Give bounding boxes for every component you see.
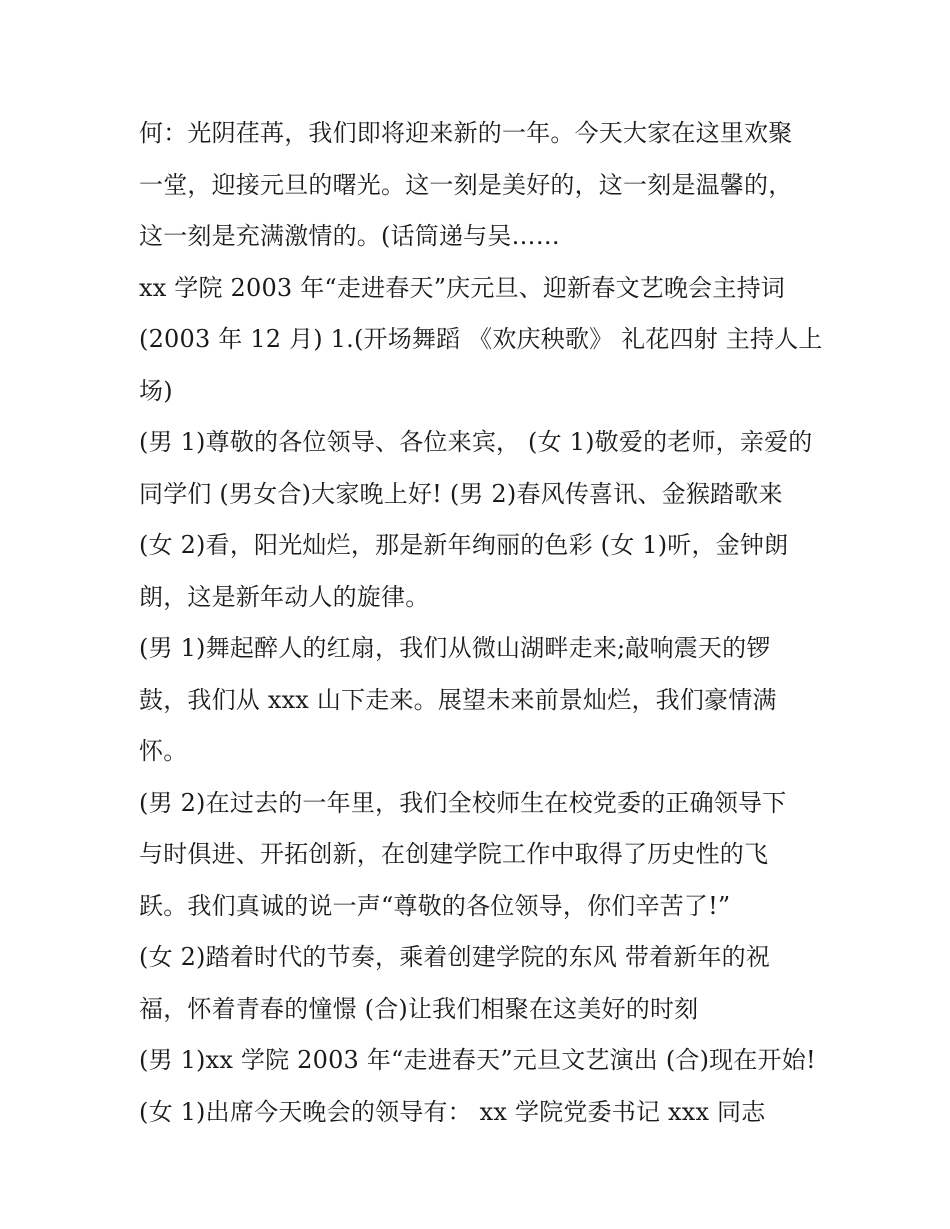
text-line: 跃。我们真诚的说一声“尊敬的各位领导，你们辛苦了!” xyxy=(139,891,731,920)
text-line: 这一刻是充满激情的。(话筒递与吴…… xyxy=(139,222,560,250)
text-line: (女 1)出席今天晚会的领导有： xx 学院党委书记 xxx 同志 xyxy=(139,1097,766,1126)
text-line: (男 1)尊敬的各位领导、各位来宾， (女 1)敬爱的老师，亲爱的 xyxy=(139,428,813,456)
section-title-line: xx 学院 2003 年“走进春天”庆元旦、迎新春文艺晚会主持词 xyxy=(139,273,785,302)
text-line: 场) xyxy=(139,376,173,405)
text-line: 与时俱进、开拓创新，在创建学院工作中取得了历史性的飞 xyxy=(139,840,769,868)
text-line: 福，怀着青春的憧憬 (合)让我们相聚在这美好的时刻 xyxy=(139,994,699,1023)
text-line: 一堂，迎接元旦的曙光。这一刻是美好的，这一刻是温馨的， xyxy=(139,170,793,199)
text-line: 同学们 (男女合)大家晚上好! (男 2)春风传喜讯、金猴踏歌来 xyxy=(139,479,783,508)
text-line: (男 2)在过去的一年里，我们全校师生在校党委的正确领导下 xyxy=(139,788,787,817)
script-text-block xyxy=(139,108,829,1138)
text-line: 何：光阴荏苒，我们即将迎来新的一年。今天大家在这里欢聚 xyxy=(139,119,793,147)
text-line: 朗，这是新年动人的旋律。 xyxy=(139,582,430,611)
text-line: (男 1)xx 学院 2003 年“走进春天”元旦文艺演出 (合)现在开始! xyxy=(139,1046,816,1074)
text-line: (男 1)舞起醉人的红扇，我们从微山湖畔走来;敲响震天的锣 xyxy=(139,634,771,662)
text-line: (女 2)踏着时代的节奏，乘着创建学院的东风 带着新年的祝 xyxy=(139,943,771,971)
text-line: 怀。 xyxy=(139,737,188,765)
text-line: (2003 年 12 月) 1.(开场舞蹈 《欢庆秧歌》 礼花四射 主持人上 xyxy=(139,325,823,353)
text-line: (女 2)看，阳光灿烂，那是新年绚丽的色彩 (女 1)听，金钟朗 xyxy=(139,531,789,559)
text-line: 鼓，我们从 xxx 山下走来。展望未来前景灿烂，我们豪情满 xyxy=(139,685,777,714)
